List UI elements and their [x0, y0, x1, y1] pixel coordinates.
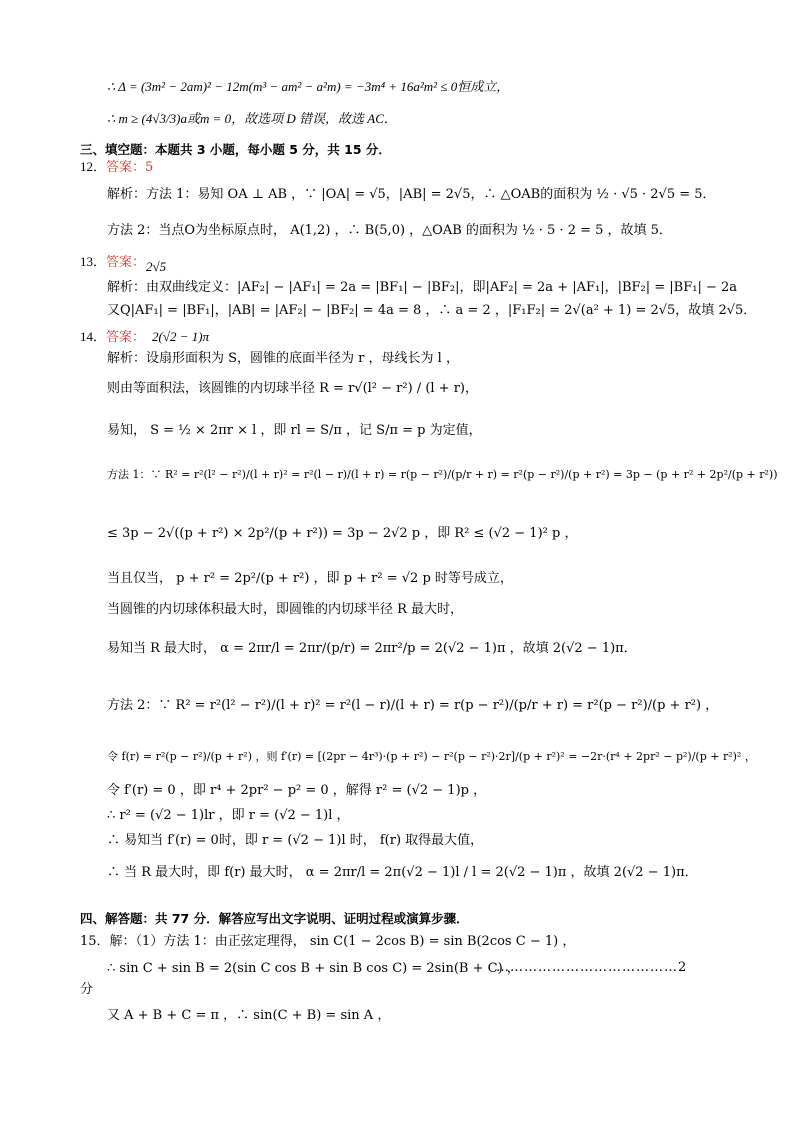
text-line: 当圆锥的内切球体积最大时，即圆锥的内切球半径 R 最大时，	[107, 602, 464, 617]
text-line: 则由等面积法，该圆锥的内切球半径 R = r√(l² − r²) / (l + r)，	[107, 381, 478, 396]
text-line: ≤ 3p − 2√((p + r²) × 2p²/(p + r²)) = 3p − 2√2 p ，即 R² ≤ (√2 − 1)² p ，	[107, 526, 578, 541]
question-label	[80, 253, 145, 272]
answer-value: 2(√2 − 1)π	[152, 329, 210, 344]
score-dots: …………………………………2	[496, 960, 688, 975]
text-line: 令 f(r) = r²(p − r²)/(p + r²) ，则 f′(r) = [(2pr − 4r³)·(p + r²) − r²(p − r²)·2r]/(p + r²)² = −2r·(r⁴ + 2pr² − p²)/(p + r²)² ，	[107, 750, 756, 763]
text-line: ∴ m ≥ (4√3/3)a或m = 0，故选项 D 错误，故选 AC．	[107, 111, 397, 126]
text-line: 易知当 R 最大时， α = 2πr/l = 2πr/(p/r) = 2πr²/p = 2(√2 − 1)π ，故填 2(√2 − 1)π．	[107, 641, 637, 656]
text-line: ∴ 当 R 最大时，即 f(r) 最大时， α = 2πr/l = 2π(√2 − 1)l / l = 2(√2 − 1)π ，故填 2(√2 − 1)π．	[107, 865, 698, 880]
text-line: ∴ r² = (√2 − 1)lr ，即 r = (√2 − 1)l ，	[107, 808, 350, 823]
section-heading: 四、解答题：共 77 分．解答应写出文字说明、证明过程或演算步骤．	[80, 911, 469, 926]
text-line: 解析：方法 1：易知 OA ⊥ AB ，∵ |OA| = √5，|AB| = 2√5，∴ △OAB的面积为 ½ · √5 · 2√5 = 5．	[107, 187, 716, 202]
text-line: 分	[80, 982, 94, 997]
text-line: 当且仅当， p + r² = 2p²/(p + r²) ，即 p + r² = √2 p 时等号成立，	[107, 571, 513, 586]
section-heading: 三、填空题：本题共 3 小题，每小题 5 分，共 15 分．	[80, 142, 391, 157]
question-label	[80, 158, 153, 177]
text-line: 15．解：（1）方法 1：由正弦定理得， sin C(1 − 2cos B) = sin B(2cos C − 1) ，	[80, 934, 576, 949]
text-line: 解析：设扇形面积为 S，圆锥的底面半径为 r ，母线长为 l ，	[107, 351, 459, 366]
text-line: 解析：由双曲线定义：|AF₂| − |AF₁| = 2a = |BF₁| − |BF₂|，即|AF₂| = 2a + |AF₁|，|BF₂| = |BF₁| − 2a	[107, 280, 738, 295]
answer-label: 答案：5	[106, 160, 154, 175]
text-line: 又 A + B + C = π ，∴ sin(C + B) = sin A ，	[107, 1008, 391, 1023]
text-line: ∴ Δ = (3m² − 2am)² − 12m(m³ − am² − a²m) = −3m⁴ + 16a²m² ≤ 0恒成立，	[107, 79, 510, 94]
question-label	[80, 328, 145, 347]
text-line: ∴ sin C + sin B = 2(sin C cos B + sin B cos C) = 2sin(B + C) ，	[107, 961, 520, 976]
text-line: 方法 2：∵ R² = r²(l² − r²)/(l + r)² = r²(l − r)/(l + r) = r(p − r²)/(p/r + r) = r²(p − r²)/(p + r²) ，	[107, 698, 719, 713]
text-line: 易知， S = ½ × 2πr × l ，即 rl = S/π ，记 S/π = p 为定值，	[107, 423, 482, 438]
text-line: 方法 1：∵ R² = r²(l² − r²)/(l + r)² = r²(l − r)/(l + r) = r(p − r²)/(p/r + r) = r²(p − r²)/(p + r²) = 3p − (p + r² + 2p²/(p + r²))	[107, 468, 778, 481]
text-line: 又Q|AF₁| = |BF₁|，|AB| = |AF₂| − |BF₂| = 4a = 8 ，∴ a = 2 ，|F₁F₂| = 2√(a² + 1) = 2√5，故填 2√5．	[107, 303, 757, 318]
text-line: ∴ 易知当 f′(r) = 0时，即 r = (√2 − 1)l 时， f(r) 取得最大值，	[107, 833, 484, 848]
answer-value: 2√5	[146, 259, 167, 274]
question-number: 12．	[80, 159, 107, 174]
question-number: 13．	[80, 254, 107, 269]
answer-label: 答案：	[106, 330, 146, 345]
text-line: 方法 2：当点O为坐标原点时， A(1,2) ，∴ B(5,0) ，△OAB 的面积为 ½ · 5 · 2 = 5 ，故填 5．	[107, 223, 672, 238]
answer-label: 答案：	[106, 255, 146, 270]
text-line: 令 f′(r) = 0 ，即 r⁴ + 2pr² − p² = 0 ，解得 r² = (√2 − 1)p ，	[107, 783, 487, 798]
question-number: 14．	[80, 329, 107, 344]
